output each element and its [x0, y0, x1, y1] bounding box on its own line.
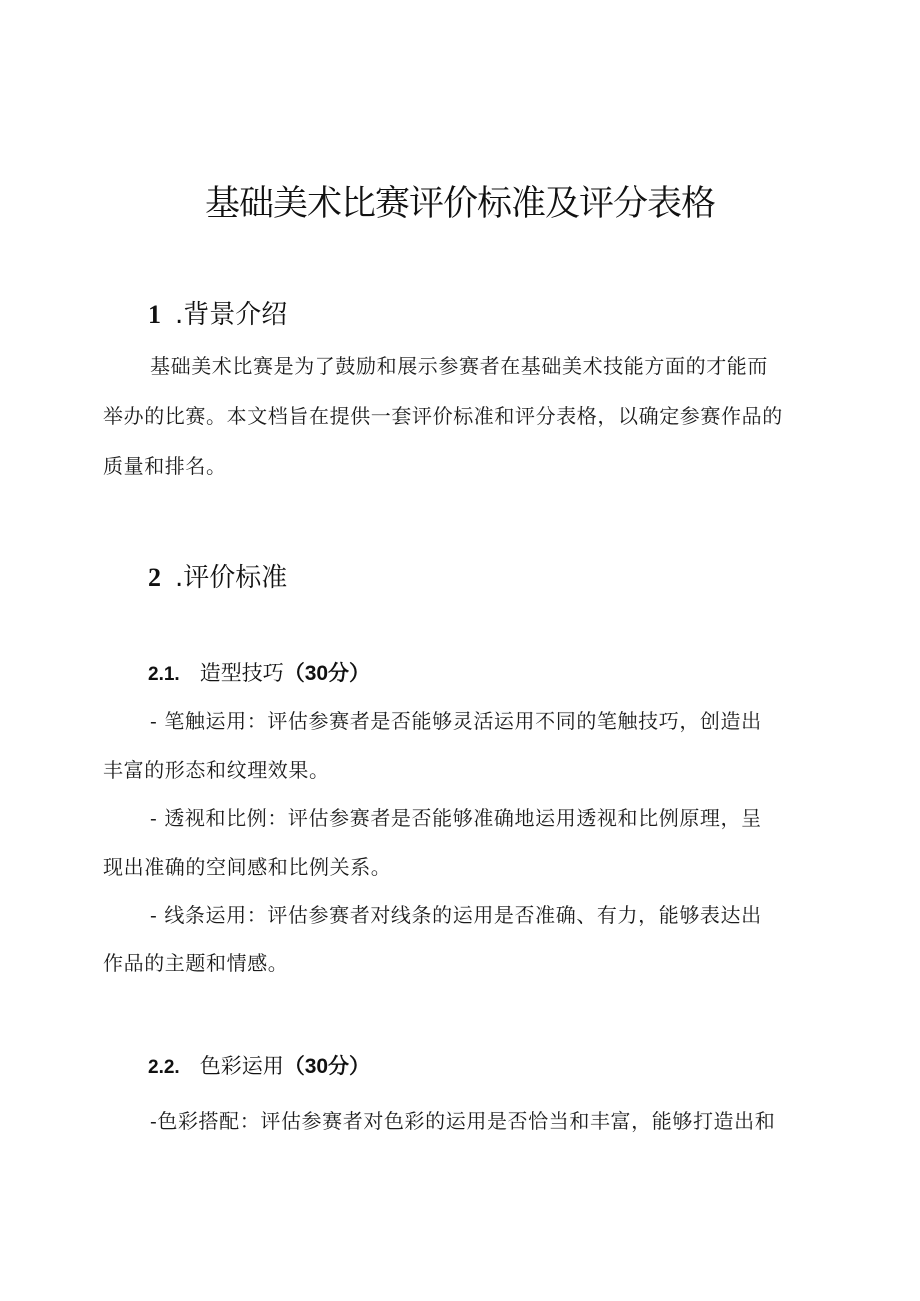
paragraph-line: 基础美术比赛是为了鼓励和展示参赛者在基础美术技能方面的才能而 [150, 354, 768, 378]
criterion-line: 丰富的形态和纹理效果。 [103, 758, 330, 782]
criterion-line: - 透视和比例：评估参赛者是否能够准确地运用透视和比例原理，呈 [150, 806, 762, 830]
subsection-points: （30分） [283, 662, 371, 685]
paragraph-line: 质量和排名。 [103, 454, 227, 478]
criterion-line: - 线条运用：评估参赛者对线条的运用是否准确、有力，能够表达出 [150, 903, 762, 927]
subsection-points: （30分） [283, 1055, 371, 1078]
criterion-line: - 笔触运用：评估参赛者是否能够灵活运用不同的笔触技巧，创造出 [150, 709, 762, 733]
subsection-number: 2.1. [148, 664, 180, 685]
section-title: .评价标准 [175, 563, 288, 593]
criterion-line: -色彩搭配：评估参赛者对色彩的运用是否恰当和丰富，能够打造出和 [150, 1109, 776, 1133]
subsection-2-1-heading [148, 657, 370, 687]
criterion-line: 现出准确的空间感和比例关系。 [103, 855, 392, 879]
subsection-2-2-heading [148, 1050, 370, 1080]
subsection-title: 色彩运用 [199, 1054, 284, 1078]
subsection-title: 造型技巧 [199, 661, 284, 685]
section-1-heading [148, 294, 287, 331]
section-2-heading [148, 557, 287, 594]
section-title: .背景介绍 [175, 300, 288, 330]
paragraph-line: 举办的比赛。本文档旨在提供一套评价标准和评分表格，以确定参赛作品的 [103, 404, 783, 428]
criterion-line: 作品的主题和情感。 [103, 951, 289, 975]
section-number: 2 [148, 563, 161, 592]
subsection-number: 2.2. [148, 1057, 180, 1078]
document-title: 基础美术比赛评价标准及评分表格 [204, 184, 715, 224]
section-number: 1 [148, 300, 161, 329]
